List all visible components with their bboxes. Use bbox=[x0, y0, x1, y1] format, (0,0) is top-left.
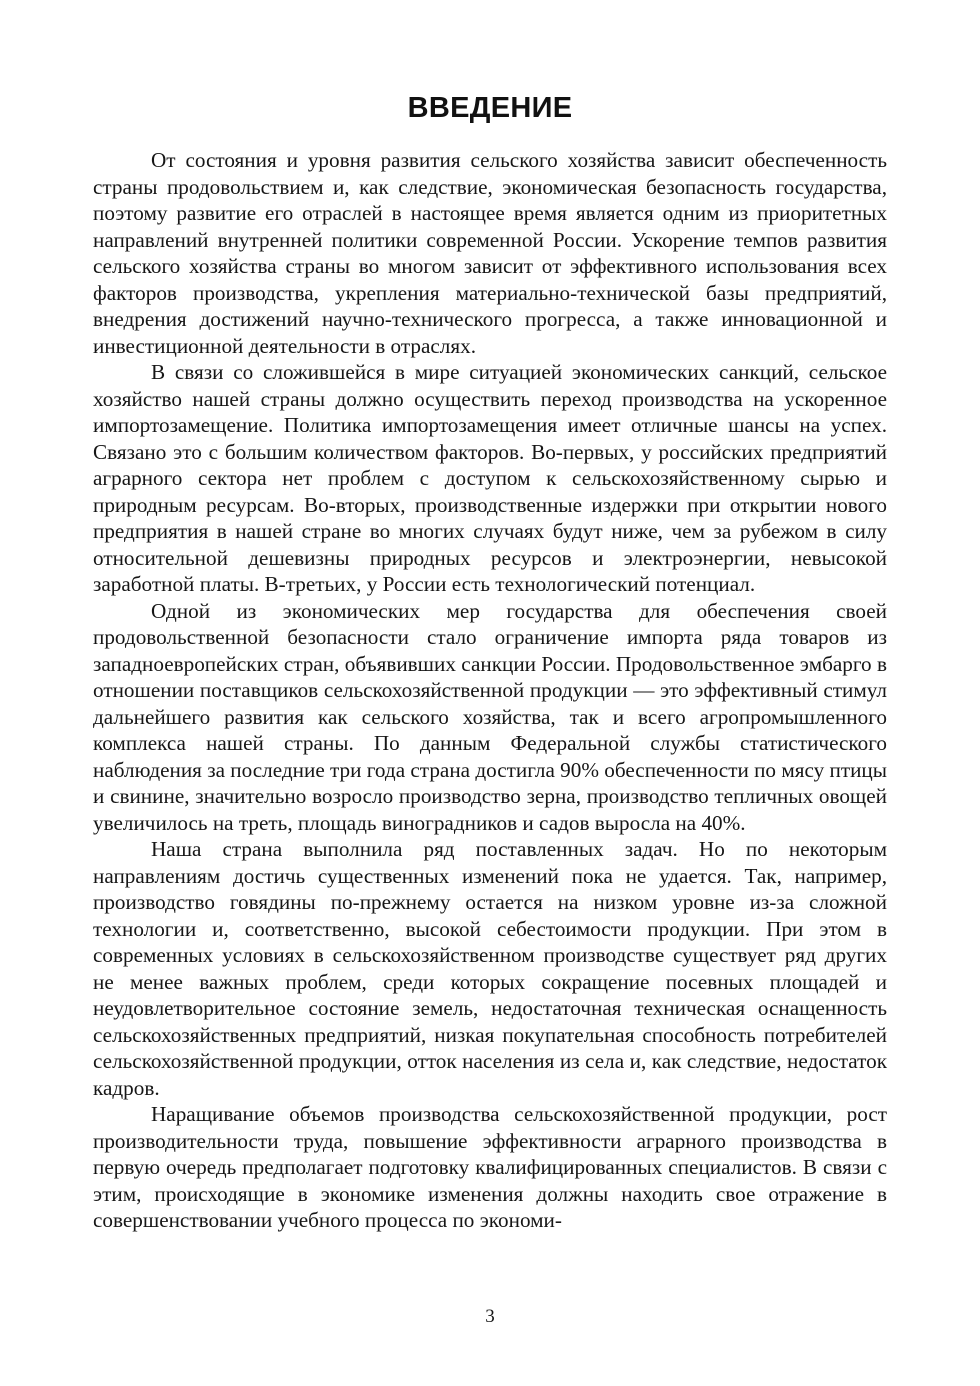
paragraph: Наша страна выполнила ряд поставленных задач. Но по некоторым направлениям достичь существенных изменений пока не удается. Так, например, производство говядины по-прежнему остается на низком уровне из-за сложной технологии и, соответственно, высокой себестоимости продукции. При этом в современных условиях в сельскохозяйственном производстве существует ряд других не менее важных проблем, среди которых сокращение посевных площадей и неудовлетворительное состояние земель, недостаточная техническая оснащенность сельскохозяйственных предприятий, низкая покупательная способность потребителей сельскохозяйственной продукции, отток населения из села и, как следствие, недостаток кадров. bbox=[93, 837, 887, 1100]
paragraph: Одной из экономических мер государства для обеспечения своей продовольственной безопасности стало ограничение импорта ряда товаров из западноевропейских стран, объявивших санкции России. Продовольственное эмбарго в отношении поставщиков сельскохозяйственной продукции — это эффективный стимул дальнейшего развития как сельского хозяйства, так и всего агропромышленного комплекса нашей страны. По данным Федеральной службы статистического наблюдения за последние три года страна достигла 90% обеспеченности по мясу птицы и свинине, значительно возросло производство зерна, производство тепличных овощей увеличилось на треть, площадь виноградников и садов выросла на 40%. bbox=[93, 598, 887, 835]
paragraph: От состояния и уровня развития сельского хозяйства зависит обеспеченность страны продовольствием и, как следствие, экономическая безопасность государства, поэтому развитие его отраслей в настоящее время является одним из приоритетных направлений внутренней политики современной России. Ускорение темпов развития сельского хозяйства страны во многом зависит от эффективного использования всех факторов производства, укрепления материально-технической базы предприятий, внедрения достижений научно-технического прогресса, а также инновационной и инвестиционной деятельности в отраслях. bbox=[93, 148, 887, 358]
paragraph: Наращивание объемов производства сельскохозяйственной продукции, рост производительности труда, повышение эффективности аграрного производства в первую очередь предполагает подготовку квалифицированных специалистов. В связи с этим, происходящие в экономике изменения должны находить свое отражение в совершенствовании учебного процесса по экономи- bbox=[93, 1102, 887, 1232]
page-number: 3 bbox=[485, 1306, 495, 1327]
page-title: ВВЕДЕНИЕ bbox=[407, 92, 573, 124]
body-text bbox=[93, 147, 887, 1234]
paragraph: В связи со сложившейся в мире ситуацией экономических санкций, сельское хозяйство нашей страны должно осуществить переход производства на ускоренное импортозамещение. Политика импортозамещения имеет отличные шансы на успех. Связано это с большим количеством факторов. Во-первых, у российских предприятий аграрного сектора нет проблем с доступом к сельскохозяйственному сырью и природным ресурсам. Во-вторых, производственные издержки при открытии нового предприятия в нашей стране во многих случаях будут ниже, чем за рубежом в силу относительной дешевизны природных ресурсов и электроэнергии, невысокой заработной платы. В-третьих, у России есть технологический потенциал. bbox=[93, 360, 887, 596]
